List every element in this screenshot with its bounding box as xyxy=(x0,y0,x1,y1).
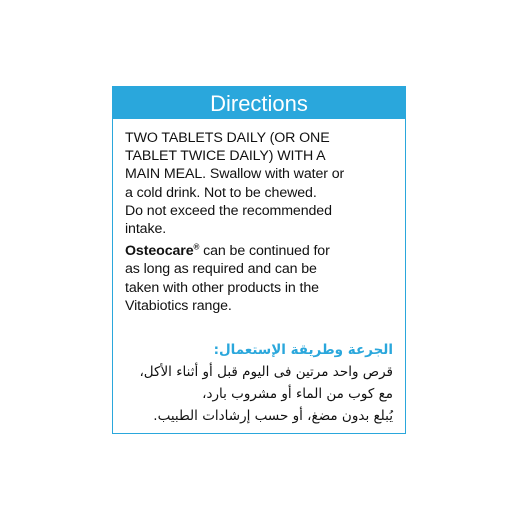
english-line-6: intake. xyxy=(125,221,167,238)
arabic-heading: الجرعة وطريقة الإستعمال: xyxy=(213,342,393,359)
directions-content xyxy=(113,119,405,427)
brand-name: Osteocare® xyxy=(125,242,200,260)
arabic-line-1: قرص واحد مرتين فى اليوم قبل أو أثناء الأكل، xyxy=(139,364,393,381)
english-usage-line-3: taken with other products in the xyxy=(125,279,319,296)
english-usage-line-2: as long as required and can be xyxy=(125,261,317,278)
english-line-3: MAIN MEAL. Swallow with water or xyxy=(125,166,345,183)
arabic-line-2: مع كوب من الماء أو مشروب بارد، xyxy=(202,386,393,403)
english-line-2: TABLET TWICE DAILY) WITH A xyxy=(125,148,326,165)
english-dosage-paragraph xyxy=(125,129,393,238)
directions-header xyxy=(113,87,405,119)
english-line-4: a cold drink. Not to be chewed. xyxy=(125,184,317,201)
english-usage-line-4: Vitabiotics range. xyxy=(125,297,232,314)
registered-mark: ® xyxy=(193,242,200,252)
directions-panel xyxy=(112,86,406,434)
english-line-1: TWO TABLETS DAILY (OR ONE xyxy=(125,130,330,146)
english-usage-line-1: can be continued for xyxy=(199,243,330,260)
arabic-directions xyxy=(125,339,393,427)
english-line-5: Do not exceed the recommended xyxy=(125,202,332,219)
directions-title: Directions xyxy=(210,91,308,116)
arabic-line-3: يُبلع بدون مضغ، أو حسب إرشادات الطبيب. xyxy=(153,408,393,425)
english-usage-paragraph xyxy=(125,242,393,315)
